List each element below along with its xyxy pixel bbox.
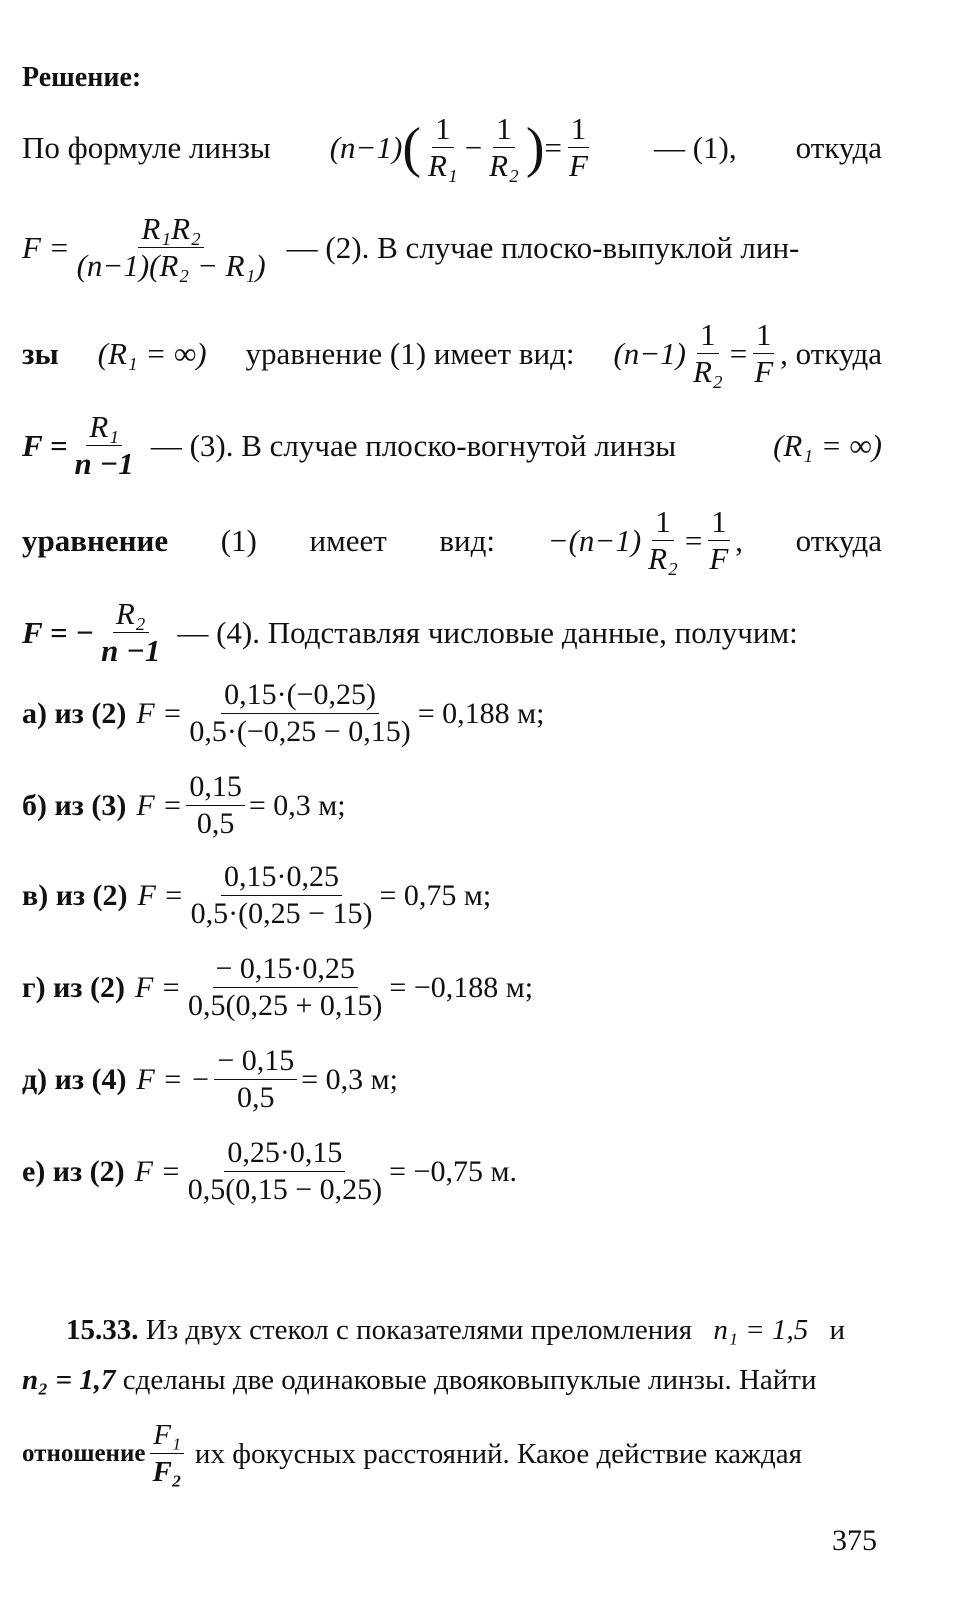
- calc-d: д) из (4) F = − $\frac{- 0,15}{0,5}$ = 0,3 м;: [22, 1044, 398, 1114]
- formula-2-line: [22, 212, 882, 283]
- formula-3-line: [22, 410, 882, 481]
- fraction-1-r2: $\frac{1}{\text{R₂}}$: [489, 111, 519, 183]
- minus-sign: −: [464, 129, 483, 165]
- calc-b: б) из (3) F = $\frac{0,15}{0,5}$ = 0,3 м;: [22, 770, 346, 840]
- paren-close: ): [525, 116, 545, 179]
- intro-text: По формуле линзы: [22, 129, 271, 165]
- problem-line-3: отношение $\frac{\text{F₁}}{\text{F₂}}$ их фокусных расстояний. Какое действие каждая: [22, 1419, 803, 1488]
- formula-4-line: F = − $\frac{\text{R₂}}{n -1}$ — (4). Подставляя числовые данные, получим:: [22, 596, 798, 668]
- calc-g: г) из (2) F = $\frac{- 0,15\cdot 0,25}{0,5(0,25 + 0,15)}$ = −0,188 м;: [22, 952, 534, 1022]
- fraction-1-r2: $\frac{1}{\text{R₂}}$: [693, 317, 723, 389]
- calc-e-fraction: $\frac{0,25\cdot 0,15}{0,5(0,15 - 0,25)}$: [187, 1136, 383, 1206]
- fraction-1-f: $\frac{1}{F}$: [709, 504, 729, 576]
- plano-convex-condition: (R₁ = ∞): [97, 335, 207, 371]
- problem-line-2: n₂ = 1,7 сделаны две одинаковые двояковыпуклые линзы. Найти: [22, 1364, 817, 1396]
- lens-formula: [330, 112, 595, 183]
- fraction-1-f: $\frac{1}{F}$: [569, 111, 588, 183]
- plano-convex-formula: (n−1) $\frac{1}{\text{R₂}}$ = $\frac{1}{F}$ , откуда: [613, 317, 882, 389]
- fraction-1-r1: $\frac{1}{\text{R₁}}$: [427, 111, 458, 183]
- plano-convex-text: уравнение (1) имеет вид:: [245, 335, 575, 371]
- calc-a-fraction: $\frac{0,15\cdot(-0,25)}{0,5\cdot(-0,25 - 0,15)}$: [189, 678, 411, 748]
- calc-v: в) из (2) F = $\frac{0,15\cdot 0,25}{0,5\cdot(0,25 - 15)}$ = 0,75 м;: [22, 860, 492, 930]
- calc-d-fraction: $\frac{- 0,15}{0,5}$: [214, 1044, 297, 1115]
- formula-prefix: (n−1): [329, 129, 403, 165]
- equals-sign: =: [544, 129, 563, 165]
- formula-3: F = $\frac{\text{R₁}}{n -1}$ — (3). В случае плоско-вогнутой линзы: [22, 409, 677, 481]
- formula-4-fraction: $\frac{\text{R₂}}{n -1}$: [101, 596, 161, 668]
- calc-e: е) из (2) F = $\frac{0,25\cdot 0,15}{0,5(0,15 - 0,25)}$ = −0,75 м.: [22, 1136, 517, 1206]
- solution-heading: Решение:: [22, 62, 142, 93]
- calc-b-fraction: $\frac{0,15}{0,5}$: [186, 770, 245, 841]
- calc-g-fraction: $\frac{- 0,15\cdot 0,25}{0,5(0,25 + 0,15)}$: [188, 952, 383, 1022]
- formula-3-fraction: $\frac{\text{R₁}}{n -1}$: [74, 409, 134, 481]
- plano-concave-condition: (R₁ = ∞): [773, 427, 882, 463]
- lens-formula-line: [22, 112, 882, 183]
- calc-a: а) из (2) F = $\frac{0,15\cdot(-0,25)}{0,5\cdot(-0,25 - 0,15)}$ = 0,188 м;: [22, 678, 545, 748]
- fraction-1-f: $\frac{1}{F}$: [754, 317, 774, 389]
- plano-concave-line: уравнение (1) имеет вид: −(n−1) $\frac{1}{\text{R₂}}$ = $\frac{1}{F}$ , откуда: [22, 504, 882, 576]
- page-number: 375: [832, 1524, 877, 1557]
- plano-convex-line: [22, 318, 882, 389]
- formula-2-lhs: F =: [22, 229, 70, 265]
- equation-1-ref: — (1),: [653, 129, 737, 165]
- focal-ratio-fraction: $\frac{\text{F₁}}{\text{F₂}}$: [149, 1418, 184, 1489]
- paren-open: (: [402, 116, 421, 179]
- plano-convex-start: зы: [22, 335, 59, 371]
- formula-2-text: — (2). В случае плоско-выпуклой лин-: [286, 229, 800, 265]
- formula-2-fraction: $\frac{\text{R₁R₂}}{\text{(n−1)(R₂ − R₁)}}$: [76, 211, 266, 283]
- whence-text: откуда: [795, 129, 882, 165]
- calc-v-fraction: $\frac{0,15\cdot 0,25}{0,5\cdot(0,25 - 15)}$: [190, 860, 373, 930]
- fraction-1-r2: $\frac{1}{\text{R₂}}$: [648, 504, 678, 576]
- problem-line-1: 15.33. Из двух стекол с показателями преломления n₁ = 1,5 и: [66, 1314, 846, 1346]
- plano-concave-formula: −(n−1) $\frac{1}{\text{R₂}}$ = $\frac{1}{F}$ ,: [547, 504, 744, 576]
- problem-number: 15.33.: [66, 1314, 139, 1346]
